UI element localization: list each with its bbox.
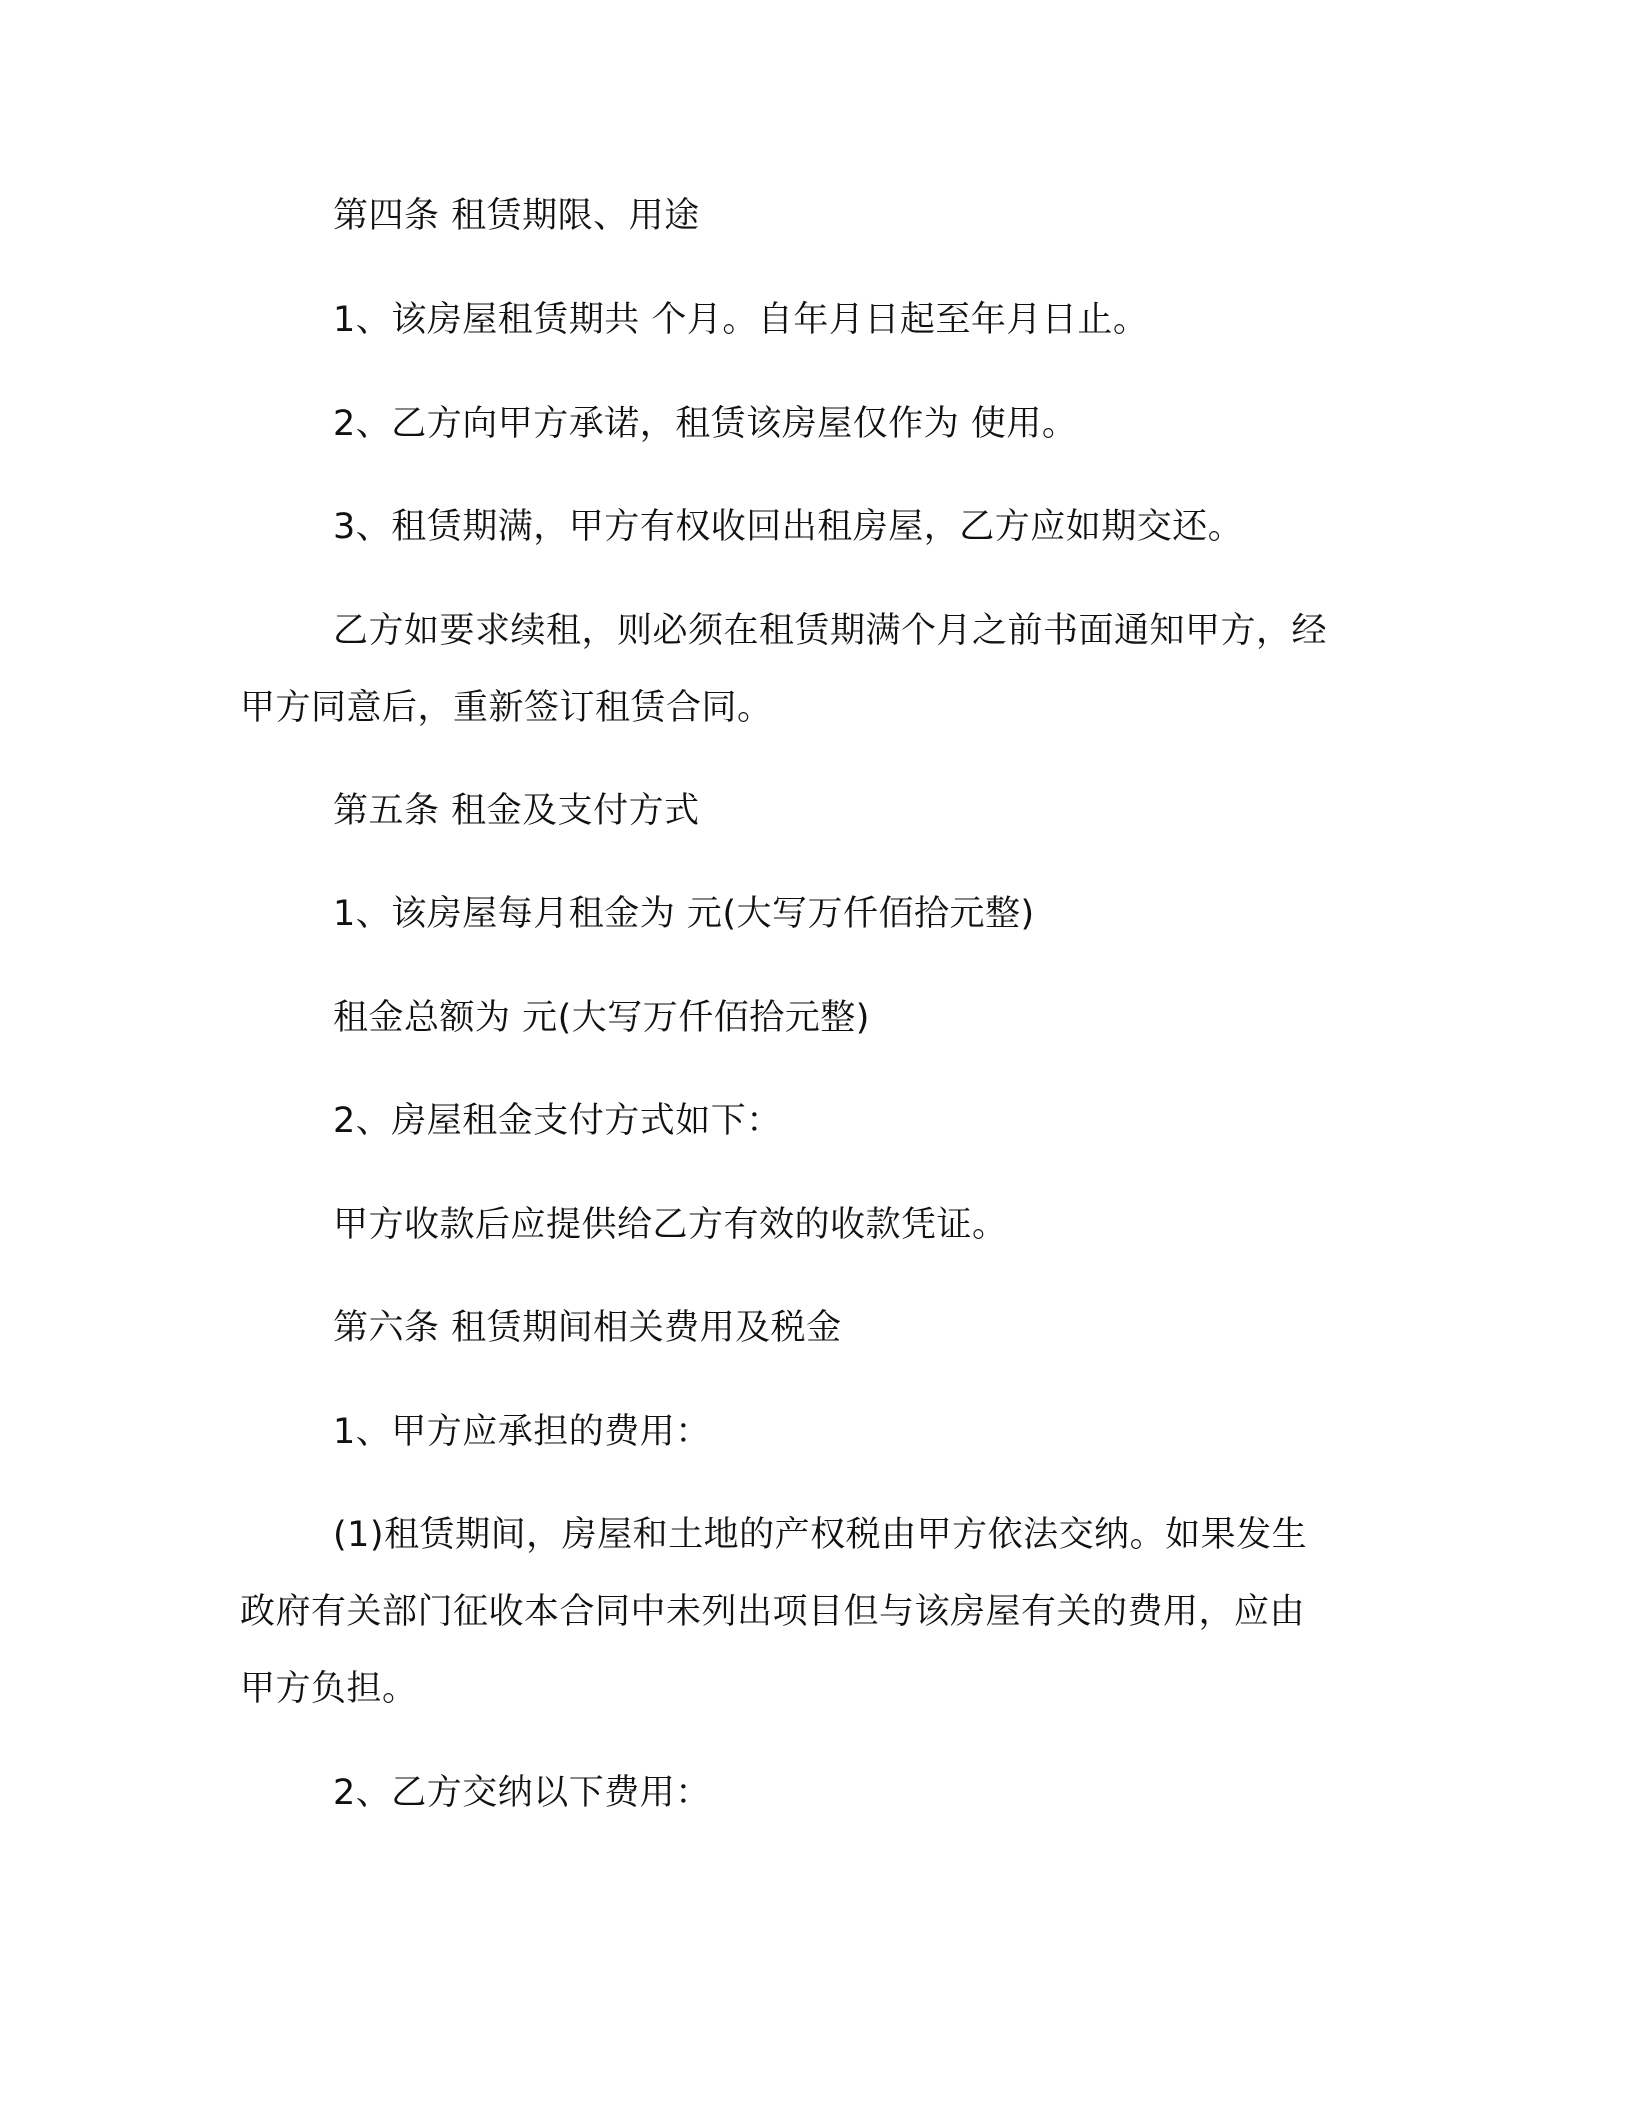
article-5-heading: 第五条 租金及支付方式	[333, 791, 700, 831]
article-5-clause-1: 1、该房屋每月租金为 元(大写万仟佰拾元整)	[333, 894, 1035, 934]
article-6-clause-2: 2、乙方交纳以下费用：	[333, 1773, 711, 1813]
article-4-clause-2: 2、乙方向甲方承诺，租赁该房屋仅作为 使用。	[333, 404, 1078, 444]
article-4-clause-1: 1、该房屋租赁期共 个月。自年月日起至年月日止。	[333, 300, 1149, 340]
total-rent-line: 租金总额为 元(大写万仟佰拾元整)	[333, 998, 870, 1038]
article-6-heading: 第六条 租赁期间相关费用及税金	[333, 1308, 842, 1348]
receipt-line: 甲方收款后应提供给乙方有效的收款凭证。	[333, 1205, 1008, 1245]
article-5-clause-2: 2、房屋租金支付方式如下：	[333, 1101, 782, 1141]
renewal-paragraph-line-2: 甲方同意后，重新签订租赁合同。	[240, 688, 773, 728]
article-6-clause-1: 1、甲方应承担的费用：	[333, 1412, 711, 1452]
article-6-item-1-line-3: 甲方负担。	[240, 1669, 418, 1709]
article-6-item-1-line-1: (1)租赁期间，房屋和土地的产权税由甲方依法交纳。如果发生	[333, 1515, 1308, 1555]
article-4-heading: 第四条 租赁期限、用途	[333, 196, 700, 236]
article-6-item-1-line-2: 政府有关部门征收本合同中未列出项目但与该房屋有关的费用，应由	[240, 1592, 1306, 1632]
renewal-paragraph-line-1: 乙方如要求续租，则必须在租赁期满个月之前书面通知甲方，经	[333, 611, 1328, 651]
article-4-clause-3: 3、租赁期满，甲方有权收回出租房屋，乙方应如期交还。	[333, 507, 1244, 547]
